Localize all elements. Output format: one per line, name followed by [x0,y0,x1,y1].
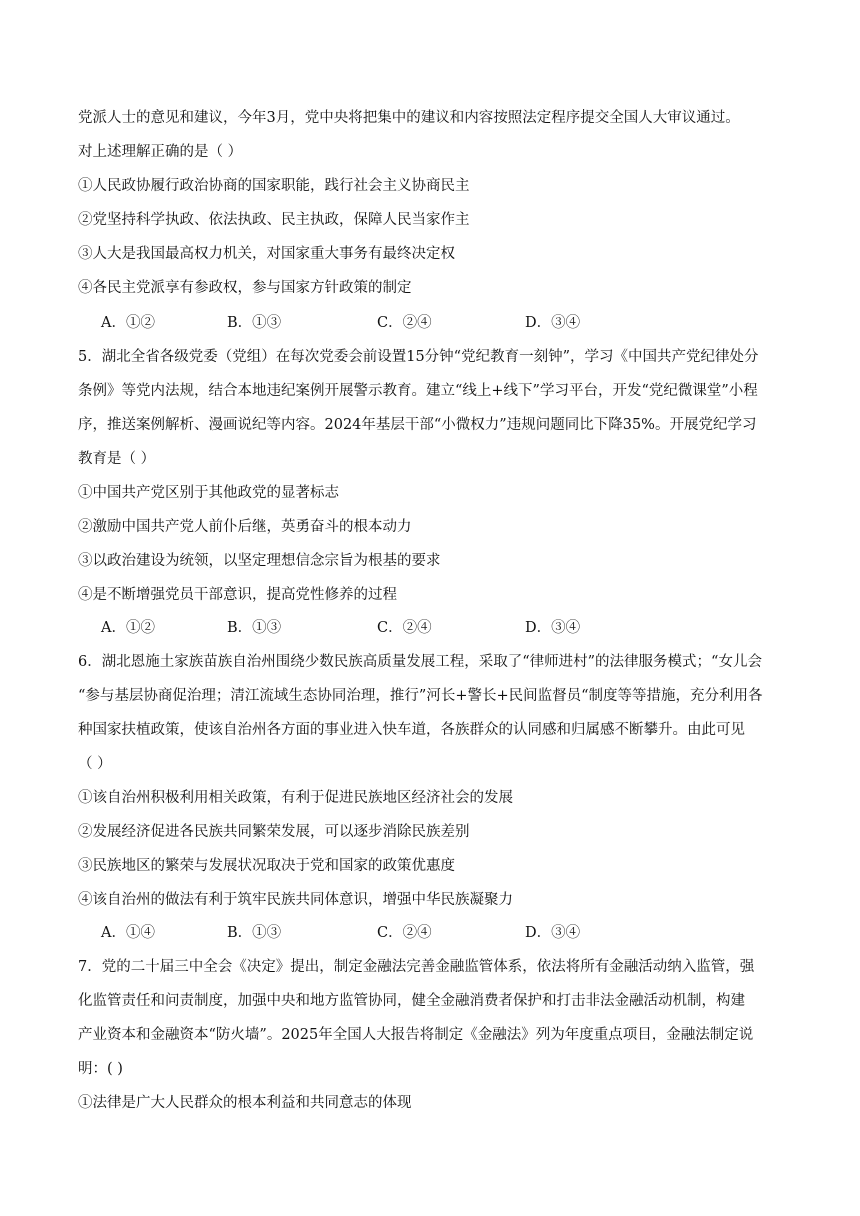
q6-option-c[interactable]: C．②④ [377,925,432,941]
q4-option-a[interactable]: A．①② [101,315,155,331]
q7-stem-line-4: 明：( ) [78,1061,123,1077]
q7-stem-line-1: 7．党的二十届三中全会《决定》提出，制定金融法完善金融监管体系，依法将所有金融活动纳入监管，强 [78,959,755,975]
q6-stem-line-1: 6．湖北恩施土家族苗族自治州围绕少数民族高质量发展工程，采取了“律师进村”的法律服务模式；“女儿会 [78,654,762,670]
q5-stem-line-2: 条例》等党内法规，结合本地违纪案例开展警示教育。建立“线上+线下”学习平台，开发“党纪微课堂”小程 [78,383,758,399]
q4-option-b[interactable]: B．①③ [227,315,282,331]
q5-statement-3: ③以政治建设为统领，以坚定理想信念宗旨为根基的要求 [78,553,441,569]
q5-option-a[interactable]: A．①② [101,620,155,636]
q6-option-d[interactable]: D．③④ [525,925,581,941]
q5-statement-4: ④是不断增强党员干部意识，提高党性修养的过程 [78,587,397,603]
q4-statement-3: ③人大是我国最高权力机关，对国家重大事务有最终决定权 [78,246,455,262]
q4-option-d[interactable]: D．③④ [525,315,581,331]
q4-statement-1: ①人民政协履行政治协商的国家职能，践行社会主义协商民主 [78,178,470,194]
q5-stem-line-4: 教育是（ ） [78,451,156,467]
q5-statement-1: ①中国共产党区别于其他政党的显著标志 [78,485,339,501]
q6-statement-4: ④该自治州的做法有利于筑牢民族共同体意识，增强中华民族凝聚力 [78,892,513,908]
q4-statement-2: ②党坚持科学执政、依法执政、民主执政，保障人民当家作主 [78,212,470,228]
q4-stem-line-1: 党派人士的意见和建议，今年3月，党中央将把集中的建议和内容按照法定程序提交全国人大审议通过。 [78,110,740,126]
q5-option-b[interactable]: B．①③ [227,620,282,636]
q5-stem-line-3: 序，推送案例解析、漫画说纪等内容。2024年基层干部“小微权力”违规问题同比下降35%。开展党纪学习 [78,417,757,433]
q6-stem-line-3: 种国家扶植政策，使该自治州各方面的事业进入快车道，各族群众的认同感和归属感不断攀升。由此可见 [78,722,745,738]
q7-statement-1: ①法律是广大人民群众的根本利益和共同意志的体现 [78,1095,412,1111]
q6-stem-line-2: “参与基层协商促治理；清江流域生态协同治理，推行”河长+警长+民间监督员“制度等等措施，充分利用各 [78,688,763,704]
q5-statement-2: ②激励中国共产党人前仆后继，英勇奋斗的根本动力 [78,519,412,535]
q6-statement-3: ③民族地区的繁荣与发展状况取决于党和国家的政策优惠度 [78,858,455,874]
q6-option-a[interactable]: A．①④ [101,925,155,941]
q5-option-d[interactable]: D．③④ [525,620,581,636]
q6-stem-line-4: （ ） [78,756,112,772]
q4-option-c[interactable]: C．②④ [377,315,432,331]
q7-stem-line-3: 产业资本和金融资本“防火墙”。2025年全国人大报告将制定《金融法》列为年度重点项目，金融法制定说 [78,1027,754,1043]
q4-statement-4: ④各民主党派享有参政权，参与国家方针政策的制定 [78,280,412,296]
q7-stem-line-2: 化监管责任和问责制度，加强中央和地方监管协同，健全金融消费者保护和打击非法金融活动机制，构建 [78,993,745,1009]
q4-stem-line-2: 对上述理解正确的是（ ） [78,144,243,160]
q6-statement-2: ②发展经济促进各民族共同繁荣发展，可以逐步消除民族差别 [78,824,470,840]
q5-option-c[interactable]: C．②④ [377,620,432,636]
q5-stem-line-1: 5．湖北全省各级党委（党组）在每次党委会前设置15分钟“党纪教育一刻钟”，学习《中国共产党纪律处分 [78,349,759,365]
q6-option-b[interactable]: B．①③ [227,925,282,941]
q6-statement-1: ①该自治州积极利用相关政策，有利于促进民族地区经济社会的发展 [78,790,513,806]
